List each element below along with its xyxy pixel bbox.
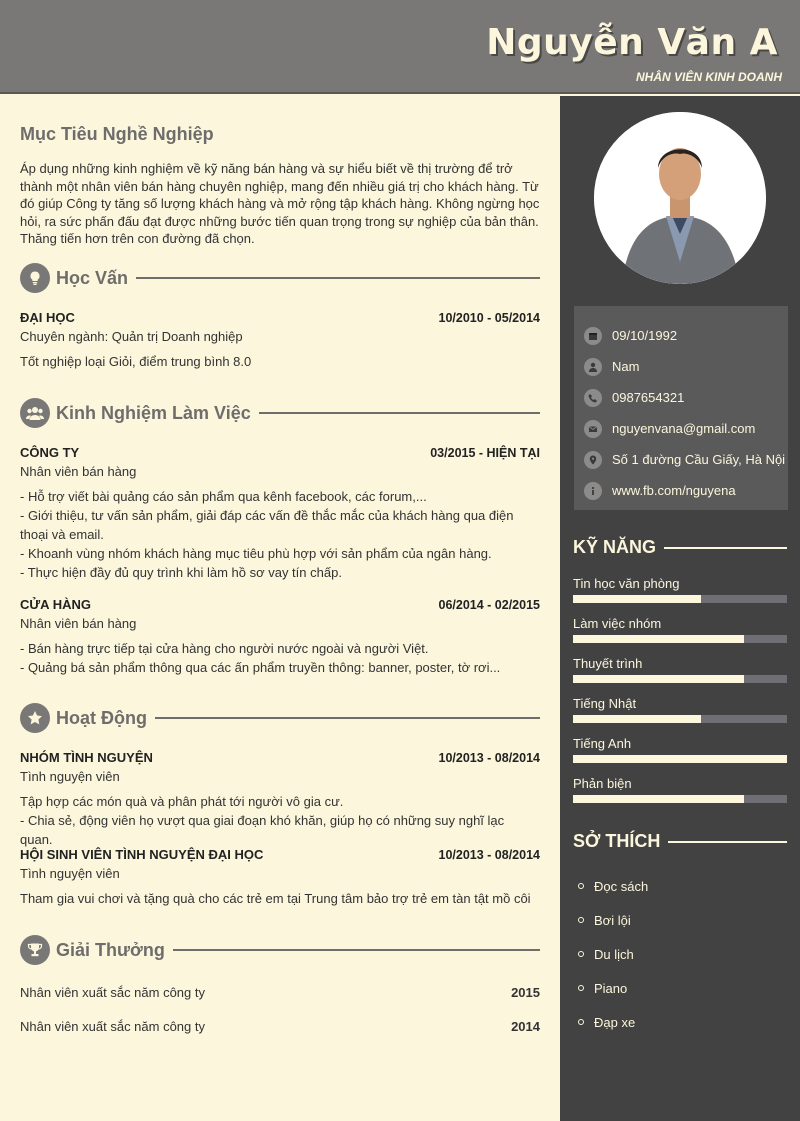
- description-line: - Chia sẻ, động viên họ vượt qua giai đoạn khó khăn, giúp họ có những suy nghĩ lạc quan.: [20, 813, 505, 847]
- skill-label: Làm việc nhóm: [573, 616, 662, 631]
- contact-text: 0987654321: [612, 390, 685, 405]
- skill-level-fill: [573, 635, 744, 643]
- header-banner: [0, 0, 800, 94]
- skill-label: Phản biện: [573, 776, 632, 791]
- objective-text: Áp dụng những kinh nghiệm về kỹ năng bán hàng và sự hiểu biết về thị trường để trở thành một nhân viên bán hàng chuyên nghiệp, mang đến nhiều giá trị cho khách hàng. Từ đó giúp Công ty tăng số lượng khách hàng và mở rộng tập khách hàng. Không ngừng học hỏi, ra sức phấn đấu đạt được những bước tiến quan trọng trong sự nghiệp của bản thân. Thăng tiến hơn trên con đường đã chọn.: [20, 161, 540, 246]
- description-line: - Thực hiện đầy đủ quy trình khi làm hồ sơ vay tín chấp.: [20, 565, 342, 580]
- contact-text: nguyenvana@gmail.com: [612, 421, 756, 436]
- description-line: - Khoanh vùng nhóm khách hàng mục tiêu phù hợp với sản phẩm của ngân hàng.: [20, 546, 492, 561]
- awards-title: Giải Thưởng: [56, 939, 165, 960]
- bullet-icon: [578, 917, 584, 923]
- description-line: - Giới thiệu, tư vấn sản phẩm, giải đáp các vấn đề thắc mắc của khách hàng qua điện thoại và email.: [20, 508, 514, 542]
- hobby-item: [578, 971, 648, 1005]
- skill-item: [573, 696, 787, 723]
- calendar-icon: [584, 327, 602, 345]
- contact-info-box: [574, 306, 788, 510]
- skill-bar: [573, 755, 787, 763]
- group-icon: [20, 398, 50, 428]
- hobbies-title: SỞ THÍCH: [573, 831, 661, 851]
- award-name: Nhân viên xuất sắc năm công ty: [20, 985, 205, 1000]
- entry-description: [20, 792, 540, 849]
- skills-title: KỸ NĂNG: [573, 537, 657, 557]
- experience-title: Kinh Nghiệm Làm Việc: [56, 402, 251, 423]
- entry-name: HỘI SINH VIÊN TÌNH NGUYỆN ĐẠI HỌC: [20, 847, 264, 862]
- section-divider: [664, 547, 787, 549]
- section-divider: [136, 277, 540, 279]
- hobbies-section-header: [573, 831, 787, 852]
- skill-bar: [573, 715, 787, 723]
- entry-subtitle: Tình nguyện viên: [20, 769, 120, 784]
- hobby-label: Đạp xe: [594, 1014, 636, 1030]
- contact-text: 09/10/1992: [612, 328, 678, 343]
- activities-section-header: [20, 702, 540, 734]
- contact-birthday: [584, 320, 778, 351]
- skill-level-fill: [573, 755, 787, 763]
- entry-description: [20, 487, 540, 582]
- skill-item: [573, 736, 787, 763]
- skill-bar: [573, 595, 787, 603]
- skill-label: Tin học văn phòng: [573, 576, 680, 591]
- contact-text: Nam: [612, 359, 640, 374]
- entry-name: ĐẠI HỌC: [20, 310, 75, 325]
- skill-bar: [573, 795, 787, 803]
- description-line: Tập hợp các món quà và phân phát tới người vô gia cư.: [20, 794, 344, 809]
- skill-bar: [573, 635, 787, 643]
- entry-description: [20, 889, 540, 908]
- phone-icon: [584, 389, 602, 407]
- skill-item: [573, 576, 787, 603]
- entry-date: 03/2015 - HIỆN TẠI: [430, 446, 540, 460]
- hobbies-list: [578, 869, 648, 1039]
- award-year: 2014: [511, 1019, 540, 1034]
- contact-address: [584, 444, 786, 475]
- entry-date: 10/2010 - 05/2014: [438, 311, 540, 325]
- skill-level-fill: [573, 715, 701, 723]
- contact-website[interactable]: [584, 475, 778, 506]
- sidebar: [560, 96, 800, 1121]
- skills-section-header: [573, 537, 787, 558]
- activities-title: Hoạt Động: [56, 707, 147, 728]
- experience-entry: [20, 597, 540, 677]
- activity-entry: [20, 750, 540, 849]
- contact-text: Số 1 đường Cầu Giấy, Hà Nội: [612, 452, 786, 467]
- skill-label: Thuyết trình: [573, 656, 643, 671]
- objective-title: Mục Tiêu Nghề Nghiệp: [20, 124, 214, 144]
- entry-name: CÔNG TY: [20, 445, 80, 460]
- hobby-label: Bơi lội: [594, 912, 631, 928]
- entry-subtitle: Nhân viên bán hàng: [20, 616, 137, 631]
- mail-icon: [584, 420, 602, 438]
- entry-date: 10/2013 - 08/2014: [438, 751, 540, 765]
- hobby-label: Đọc sách: [594, 878, 649, 894]
- description-line: - Bán hàng trực tiếp tại cửa hàng cho người nước ngoài và người Việt.: [20, 641, 429, 656]
- section-divider: [668, 841, 787, 843]
- bullet-icon: [578, 883, 584, 889]
- awards-section-header: [20, 934, 540, 966]
- skill-bar: [573, 675, 787, 683]
- skill-item: [573, 616, 787, 643]
- job-title: NHÂN VIÊN KINH DOANH: [635, 70, 782, 84]
- person-name: Nguyễn Văn A: [486, 22, 778, 63]
- entry-subtitle: Chuyên ngành: Quản trị Doanh nghiệp: [20, 329, 243, 344]
- bullet-icon: [578, 985, 584, 991]
- section-divider: [259, 412, 540, 414]
- info-icon: [584, 482, 602, 500]
- activity-entry: [20, 847, 540, 908]
- skill-label: Tiếng Anh: [573, 736, 632, 751]
- hobby-label: Du lịch: [594, 946, 634, 962]
- education-entry: [20, 310, 540, 371]
- bullet-icon: [578, 951, 584, 957]
- entry-date: 06/2014 - 02/2015: [438, 598, 540, 612]
- entry-subtitle: Nhân viên bán hàng: [20, 464, 137, 479]
- hobby-label: Piano: [594, 980, 628, 996]
- education-title: Học Vấn: [56, 267, 129, 288]
- skill-item: [573, 776, 787, 803]
- main-column: [0, 96, 560, 1121]
- award-item: [20, 1019, 540, 1034]
- section-divider: [173, 949, 540, 951]
- experience-section-header: [20, 397, 540, 429]
- skill-level-fill: [573, 795, 744, 803]
- contact-text: www.fb.com/nguyena: [612, 483, 736, 498]
- contact-gender: [584, 351, 778, 382]
- entry-name: NHÓM TÌNH NGUYỆN: [20, 750, 153, 765]
- entry-description: [20, 639, 540, 677]
- education-section-header: [20, 262, 540, 294]
- award-name: Nhân viên xuất sắc năm công ty: [20, 1019, 205, 1034]
- hobby-item: [578, 937, 648, 971]
- bullet-icon: [578, 1019, 584, 1025]
- contact-email[interactable]: [584, 413, 778, 444]
- award-item: [20, 985, 540, 1000]
- contact-phone: [584, 382, 778, 413]
- section-divider: [155, 717, 540, 719]
- user-icon: [584, 358, 602, 376]
- description-line: - Hỗ trợ viết bài quảng cáo sản phẩm qua kênh facebook, các forum,...: [20, 489, 427, 504]
- description-line: Tham gia vui chơi và tặng quà cho các trẻ em tại Trung tâm bảo trợ trẻ em tàn tật mồ côi: [20, 891, 531, 906]
- hobby-item: [578, 903, 648, 937]
- trophy-icon: [20, 935, 50, 965]
- hobby-item: [578, 869, 648, 903]
- avatar: [594, 112, 766, 284]
- lightbulb-icon: [20, 263, 50, 293]
- skill-level-fill: [573, 675, 744, 683]
- experience-entry: [20, 445, 540, 582]
- entry-description: Tốt nghiệp loại Giỏi, điểm trung bình 8.0: [20, 354, 252, 369]
- star-icon: [20, 703, 50, 733]
- entry-name: CỬA HÀNG: [20, 597, 91, 612]
- location-icon: [584, 451, 602, 469]
- hobby-item: [578, 1005, 648, 1039]
- skill-level-fill: [573, 595, 701, 603]
- description-line: - Quảng bá sản phẩm thông qua các ấn phẩm truyền thông: banner, poster, tờ rơi...: [20, 660, 501, 675]
- entry-subtitle: Tình nguyện viên: [20, 866, 120, 881]
- skill-label: Tiếng Nhật: [573, 696, 637, 711]
- entry-date: 10/2013 - 08/2014: [438, 848, 540, 862]
- skill-item: [573, 656, 787, 683]
- award-year: 2015: [511, 985, 540, 1000]
